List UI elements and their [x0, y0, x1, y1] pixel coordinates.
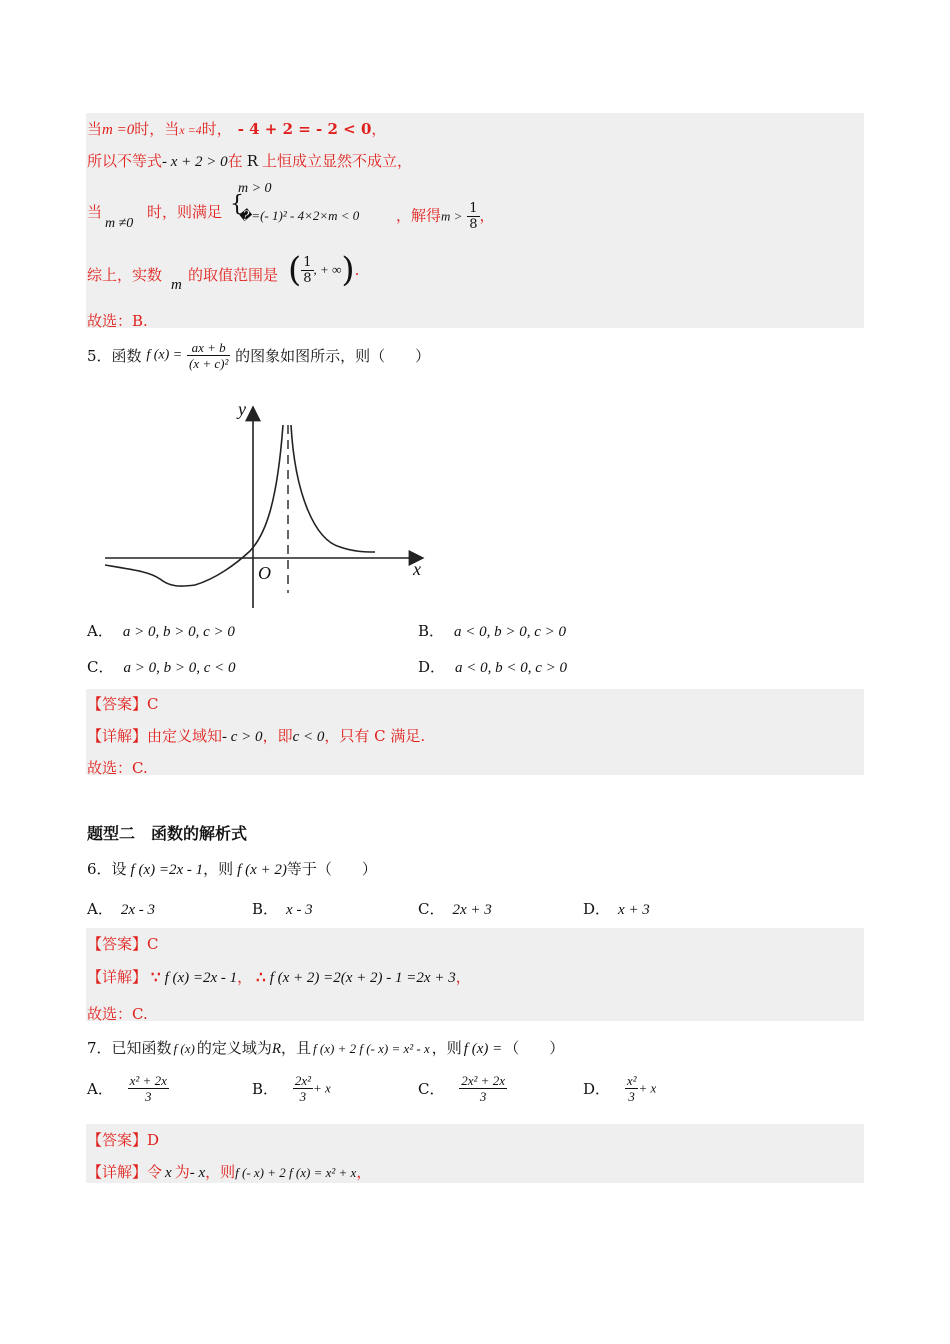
q6-answer: 【答案】C — [87, 935, 159, 953]
q5-detail: 【详解】由定义域知- c > 0，即c < 0，只有 C 满足. — [87, 727, 426, 745]
q7-option-c[interactable]: C． $\frac{\text{2x² + 2x}}{3}$ — [418, 1073, 505, 1104]
q6-option-d[interactable]: D． x + 3 — [583, 900, 650, 918]
q6-option-a[interactable]: A． 2x - 3 — [87, 900, 155, 918]
section-title: 题型二 函数的解析式 — [87, 824, 248, 843]
q5-option-c[interactable]: C． a > 0, b > 0, c < 0 — [87, 658, 236, 676]
q4-interval: ( $\frac{1}{8}$ , + ∞). — [288, 250, 360, 290]
q6-option-b[interactable]: B． x - 3 — [252, 900, 313, 918]
q5-function-graph — [95, 395, 435, 615]
q7-option-d[interactable]: D． $\frac{\text{x²}}{3}$ + x — [583, 1073, 657, 1104]
q4-line-1: 当m =0时，当x =4时， - 4 + 2 = - 2 < 0， — [87, 120, 387, 138]
q4-condition-1: m > 0 — [238, 181, 272, 196]
q4-condition-2: �=(- 1)² - 4×2×m < 0 — [238, 208, 360, 223]
q4-line-4a: 综上，实数 — [87, 266, 163, 284]
q5-stem: 5．函数 f (x) = $\frac{ax + b}{\text{(x + c)²}}$ 的图象如图所示，则（ ） — [87, 340, 431, 371]
q5-fraction: $\frac{ax + b}{\text{(x + c)²}}$ — [188, 340, 229, 371]
q5-option-d[interactable]: D． a < 0, b < 0, c > 0 — [418, 658, 568, 676]
q4-line-2: 所以不等式- x + 2 > 0在 R 上恒成立显然不成立， — [87, 152, 412, 170]
y-axis-label: y — [238, 399, 246, 419]
q4-conclusion: 故选：B. — [87, 312, 148, 330]
curve-left-branch — [105, 425, 283, 586]
q4-fraction-one-eighth: $\frac{1}{8}$ — [469, 201, 478, 232]
q7-option-a[interactable]: A． $\frac{\text{x² + 2x}}{3}$ — [87, 1073, 167, 1104]
q5-conclusion: 故选：C. — [87, 759, 148, 777]
q5-option-b[interactable]: B． a < 0, b > 0, c > 0 — [418, 622, 567, 640]
q4-line-3c: ，解得m > $\frac{1}{8}$ ， — [396, 201, 495, 232]
q4-line-3b: 时，则满足 — [147, 203, 223, 221]
q5-option-a[interactable]: A． a > 0, b > 0, c > 0 — [87, 622, 235, 640]
q6-conclusion: 故选：C. — [87, 1005, 148, 1023]
q7-option-b[interactable]: B． $\frac{\text{2x²}}{3}$ + x — [252, 1073, 331, 1104]
q4-real-m: m — [171, 277, 182, 293]
q7-detail: 【详解】令 x 为- x，则f (- x) + 2 f (x) = x² + x， — [87, 1163, 372, 1181]
q4-system-brace: { — [230, 192, 244, 217]
x-axis-label: x — [413, 559, 421, 579]
q4-line-4b: 的取值范围是 — [188, 266, 279, 284]
q5-answer: 【答案】C — [87, 695, 159, 713]
q7-answer: 【答案】D — [87, 1131, 160, 1149]
origin-label: O — [258, 563, 271, 583]
q6-detail: 【详解】 ∵ f (x) =2x - 1， ∴ f (x + 2) =2(x + 2) - 1 =2x + 3， — [87, 968, 471, 986]
q6-option-c[interactable]: C． 2x + 3 — [418, 900, 492, 918]
q7-stem: 7．已知函数 f (x) 的定义域为R，且 f (x) + 2 f (- x) = x² - x ，则 f (x) = （ ） — [87, 1039, 565, 1057]
q6-stem: 6．设 f (x) =2x - 1，则 f (x + 2)等于（ ） — [87, 860, 377, 878]
curve-right-branch — [291, 425, 375, 552]
q4-line-3a: 当 — [87, 203, 103, 221]
q4-m-not-zero: m ≠0 — [105, 216, 134, 231]
